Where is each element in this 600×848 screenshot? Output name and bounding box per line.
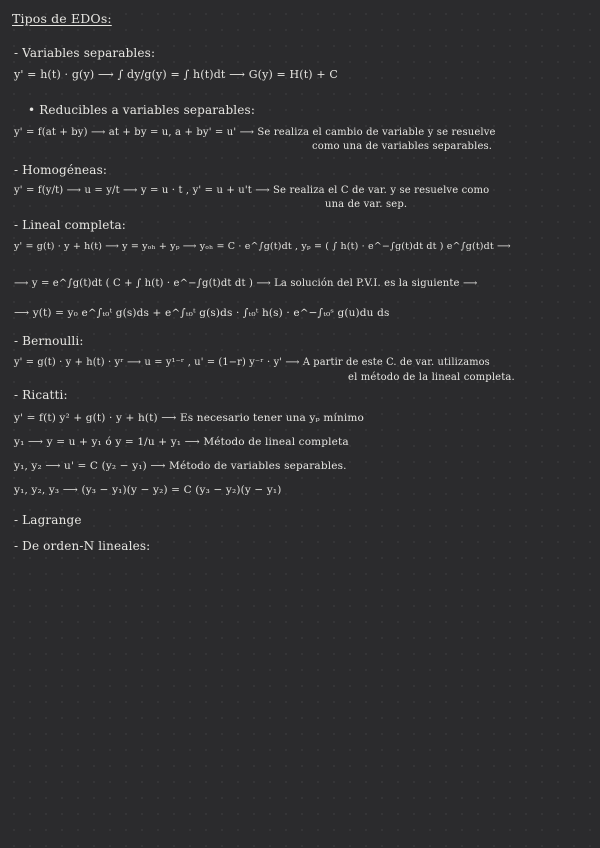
heading-bernoulli: - Bernoulli: xyxy=(14,334,84,348)
heading-variables-separables: - Variables separables: xyxy=(14,46,156,60)
formula-bernoulli: y' = g(t) · y + h(t) · yʳ ⟶ u = y¹⁻ʳ , u' = (1−r) y⁻ʳ · y' ⟶ A partir de este C. de var. utilizamos xyxy=(14,357,490,368)
formula-ricatti-1: y' = f(t) y² + g(t) · y + h(t) ⟶ Es necesario tener una yₚ mínimo xyxy=(14,412,364,424)
formula-lineal-completa-2: ⟶ y = e^∫g(t)dt ( C + ∫ h(t) · e^−∫g(t)dt dt ) ⟶ La solución del P.V.I. es la siguiente ⟶ xyxy=(14,278,478,289)
heading-lagrange: - Lagrange xyxy=(14,513,82,527)
formula-ricatti-4: y₁, y₂, y₃ ⟶ (y₃ − y₁)(y − y₂) = C (y₃ − y₂)(y − y₁) xyxy=(14,484,282,496)
formula-lineal-completa-1: y' = g(t) · y + h(t) ⟶ y = yₒₕ + yₚ ⟶ yₒₕ = C · e^∫g(t)dt , yₚ = ( ∫ h(t) · e^−∫g(t)dt dt ) e^∫g(t)dt ⟶ xyxy=(14,241,511,252)
page-title: Tipos de EDOs: xyxy=(12,11,112,26)
formula-homogeneas-continued: una de var. sep. xyxy=(325,199,408,210)
heading-reducibles: • Reducibles a variables separables: xyxy=(28,103,256,117)
formula-bernoulli-continued: el método de la lineal completa. xyxy=(348,372,515,383)
heading-orden-n: - De orden-N lineales: xyxy=(14,539,151,553)
heading-lineal-completa: - Lineal completa: xyxy=(14,218,126,232)
formula-reducibles: y' = f(at + by) ⟶ at + by = u, a + by' = u' ⟶ Se realiza el cambio de variable y se resuelve xyxy=(14,127,496,138)
formula-ricatti-3: y₁, y₂ ⟶ u' = C (y₂ − y₁) ⟶ Método de variables separables. xyxy=(14,460,347,472)
formula-homogeneas: y' = f(y/t) ⟶ u = y/t ⟶ y = u · t , y' = u + u't ⟶ Se realiza el C de var. y se resuelve como xyxy=(14,185,490,196)
formula-lineal-completa-3: ⟶ y(t) = y₀ e^∫ₜ₀ᵗ g(s)ds + e^∫ₜ₀ᵗ g(s)ds · ∫ₜ₀ᵗ h(s) · e^−∫ₜ₀ˢ g(u)du ds xyxy=(14,307,390,319)
heading-ricatti: - Ricatti: xyxy=(14,388,68,402)
formula-ricatti-2: y₁ ⟶ y = u + y₁ ó y = 1/u + y₁ ⟶ Método de lineal completa xyxy=(14,436,349,448)
heading-homogeneas: - Homogéneas: xyxy=(14,163,108,177)
formula-variables-separables: y' = h(t) · g(y) ⟶ ∫ dy/g(y) = ∫ h(t)dt ⟶ G(y) = H(t) + C xyxy=(14,68,338,81)
formula-reducibles-continued: como una de variables separables. xyxy=(312,141,493,152)
